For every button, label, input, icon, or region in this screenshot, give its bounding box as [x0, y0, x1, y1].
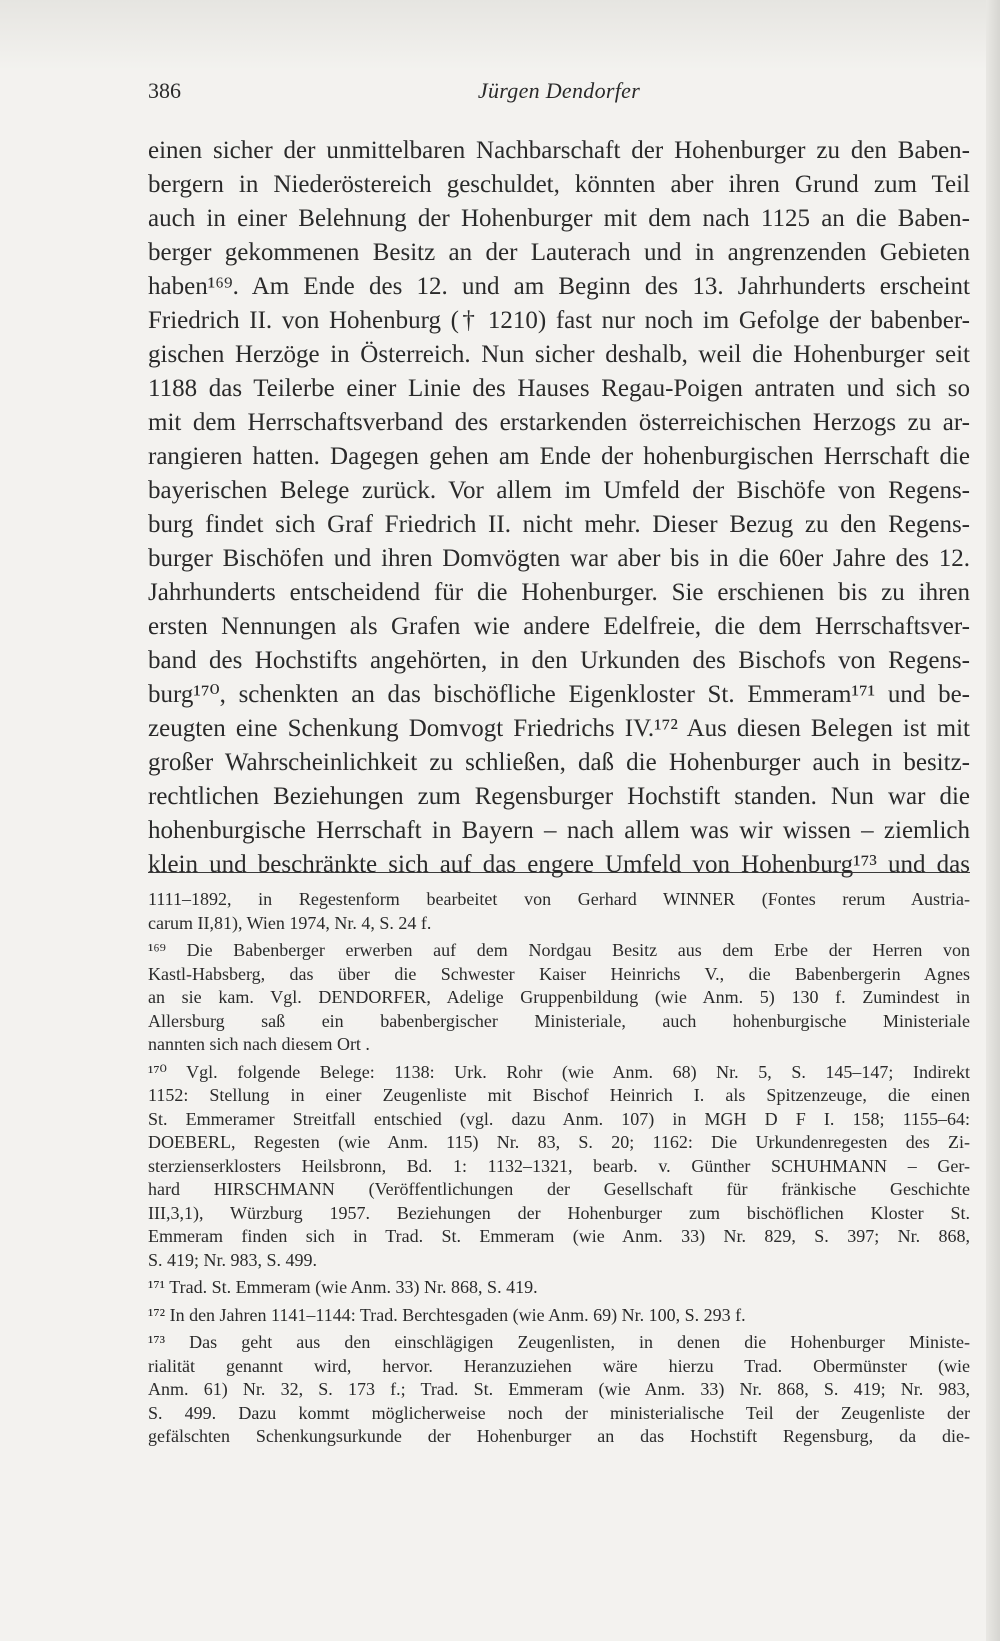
main-body-text — [148, 134, 970, 882]
page-edge-shadow — [986, 0, 1000, 1641]
footnote-line: III,3,1), Würzburg 1957. Beziehungen der Hohenburger zum bischöflichen Kloster St. — [148, 1202, 970, 1223]
body-line: berger gekommenen Besitz an der Lauterach und in angrenzenden Gebieten — [148, 239, 970, 266]
body-line: band des Hochstifts angehörten, in den Urkunden des Bischofs von Regens- — [148, 647, 970, 674]
page-header — [148, 78, 970, 108]
footnote-separator-rule — [148, 872, 970, 873]
footnote-line: hard HIRSCHMANN (Veröffentlichungen der Gesellschaft für fränkische Geschichte — [148, 1179, 970, 1199]
body-line: ersten Nennungen als Grafen wie andere Edelfreie, die dem Herrschaftsver- — [148, 613, 970, 640]
body-line: burg¹⁷⁰, schenkten an das bischöfliche Eigenkloster St. Emmeram¹⁷¹ und be- — [148, 681, 970, 708]
body-line: einen sicher der unmittelbaren Nachbarschaft der Hohenburger zu den Baben- — [148, 137, 970, 164]
footnote-line: ¹⁷¹ Trad. St. Emmeram (wie Anm. 33) Nr. 868, S. 419. — [148, 1277, 538, 1297]
footnote-line: 1111–1892, in Regestenform bearbeitet von Gerhard WINNER (Fontes rerum Austria- — [148, 889, 970, 909]
footnote-171 — [148, 1276, 970, 1300]
footnote-line: S. 499. Dazu kommt möglicherweise noch der ministerialische Teil der Zeugenliste der — [148, 1402, 970, 1423]
footnote-line: carum II,81), Wien 1974, Nr. 4, S. 24 f. — [148, 912, 432, 933]
footnote-line: DOEBERL, Regesten (wie Anm. 115) Nr. 83, S. 20; 1162: Die Urkundenregesten des Zi- — [148, 1132, 970, 1152]
body-line: rangieren hatten. Dagegen gehen am Ende der hohenburgischen Herrschaft die — [148, 443, 970, 470]
footnote-line: an sie kam. Vgl. DENDORFER, Adelige Gruppenbildung (wie Anm. 5) 130 f. Zumindest in — [148, 987, 970, 1007]
footnote-line: Allersburg saß ein babenbergischer Ministeriale, auch hohenburgische Ministeriale — [148, 1010, 970, 1031]
footnote-172 — [148, 1304, 970, 1328]
footnote-line: S. 419; Nr. 983, S. 499. — [148, 1249, 318, 1270]
body-line: Jahrhunderts entscheidend für die Hohenburger. Sie erschienen bis zu ihren — [148, 579, 970, 606]
page-top-shading — [0, 0, 1000, 70]
footnote-line: rialität genannt wird, hervor. Heranzuziehen wäre hierzu Trad. Obermünster (wie — [148, 1355, 970, 1376]
footnote-173 — [148, 1331, 970, 1449]
body-line: burg findet sich Graf Friedrich II. nicht mehr. Dieser Bezug zu den Regens- — [148, 511, 970, 538]
footnote-line: 1152: Stellung in einer Zeugenliste mit Bischof Heinrich I. als Spitzenzeuge, die einen — [148, 1085, 970, 1105]
page-number: 386 — [148, 78, 181, 103]
footnote-line: Kastl-Habsberg, das über die Schwester Kaiser Heinrichs V., die Babenbergerin Agnes — [148, 963, 970, 984]
footnote-cont — [148, 888, 970, 935]
body-line: zeugten eine Schenkung Domvogt Friedrichs IV.¹⁷² Aus diesen Belegen ist mit — [148, 715, 970, 742]
footnote-line: ¹⁷² In den Jahren 1141–1144: Trad. Berchtesgaden (wie Anm. 69) Nr. 100, S. 293 f. — [148, 1304, 746, 1325]
footnote-170 — [148, 1061, 970, 1273]
body-line: klein und beschränkte sich auf das engere Umfeld von Hohenburg¹⁷³ und das — [148, 851, 970, 878]
footnote-line: ¹⁷⁰ Vgl. folgende Belege: 1138: Urk. Rohr (wie Anm. 68) Nr. 5, S. 145–147; Indirekt — [148, 1061, 970, 1082]
running-head-author: Jürgen Dendorfer — [477, 78, 641, 103]
body-line: hohenburgische Herrschaft in Bayern – nach allem was wir wissen – ziemlich — [148, 817, 970, 844]
footnote-line: gefälschten Schenkungsurkunde der Hohenburger an das Hochstift Regensburg, da die- — [148, 1426, 970, 1446]
footnote-line: sterzienserklosters Heilsbronn, Bd. 1: 1132–1321, bearb. v. Günther SCHUHMANN – Ger- — [148, 1155, 970, 1176]
footnote-line: Emmeram finden sich in Trad. St. Emmeram (wie Anm. 33) Nr. 829, S. 397; Nr. 868, — [148, 1226, 970, 1246]
footnote-line: St. Emmeramer Streitfall entschied (vgl. dazu Anm. 107) in MGH D F I. 158; 1155–64: — [148, 1108, 970, 1129]
body-line: rechtlichen Beziehungen zum Regensburger Hochstift standen. Nun war die — [148, 783, 970, 810]
body-line: bergern in Niederöstereich geschuldet, könnten aber ihren Grund zum Teil — [148, 171, 970, 198]
body-line: Friedrich II. von Hohenburg († 1210) fast nur noch im Gefolge der babenber- — [148, 307, 970, 334]
footnote-line: ¹⁶⁹ Die Babenberger erwerben auf dem Nordgau Besitz aus dem Erbe der Herren von — [148, 940, 970, 960]
footnote-line: Anm. 61) Nr. 32, S. 173 f.; Trad. St. Emmeram (wie Anm. 33) Nr. 868, S. 419; Nr. 983, — [148, 1379, 970, 1399]
body-line: haben¹⁶⁹. Am Ende des 12. und am Beginn des 13. Jahrhunderts erscheint — [148, 273, 970, 300]
body-line: burger Bischöfen und ihren Domvögten war aber bis in die 60er Jahre des 12. — [148, 545, 970, 572]
footnotes-section — [148, 888, 970, 1449]
footnote-169 — [148, 939, 970, 1057]
body-line: 1188 das Teilerbe einer Linie des Hauses Regau-Poigen antraten und sich so — [148, 375, 970, 402]
body-line: auch in einer Belehnung der Hohenburger mit dem nach 1125 an die Baben- — [148, 205, 970, 232]
body-line: gischen Herzöge in Österreich. Nun sicher deshalb, weil die Hohenburger seit — [148, 341, 970, 368]
body-line: mit dem Herrschaftsverband des erstarkenden österreichischen Herzogs zu ar- — [148, 409, 970, 436]
footnote-line: ¹⁷³ Das geht aus den einschlägigen Zeugenlisten, in denen die Hohenburger Ministe- — [148, 1332, 970, 1352]
footnote-line: nannten sich nach diesem Ort . — [148, 1034, 370, 1054]
body-line: bayerischen Belege zurück. Vor allem im Umfeld der Bischöfe von Regens- — [148, 477, 970, 504]
body-line: großer Wahrscheinlichkeit zu schließen, daß die Hohenburger auch in besitz- — [148, 749, 970, 776]
